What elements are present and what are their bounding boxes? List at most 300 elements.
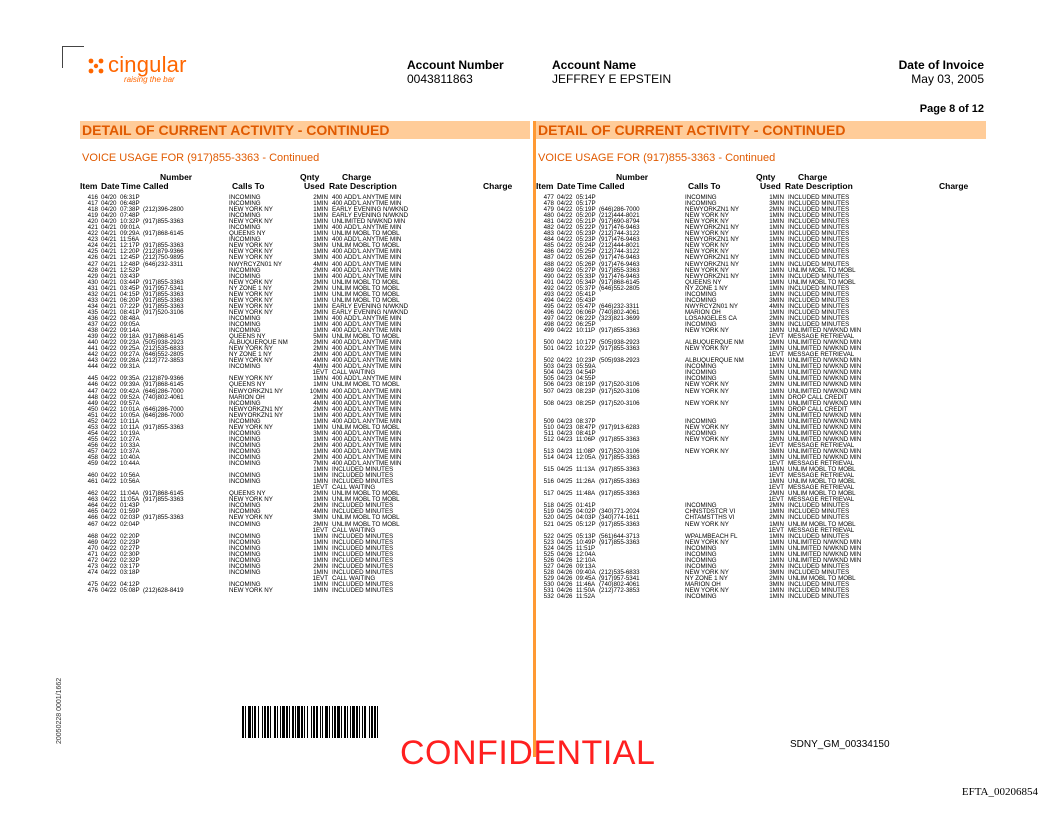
activity-column-left — [80, 121, 528, 757]
call-date: 04/22 — [101, 333, 117, 341]
calls-to: NEW YORK NY — [685, 266, 729, 274]
number-called: (323)821-3699 — [599, 314, 640, 322]
calls-to: NEWYORKZN1 NY — [685, 236, 739, 244]
call-time: 09:57A — [120, 399, 140, 407]
calls-to: NEW YORK NY — [685, 435, 729, 443]
call-time: 06:31P — [120, 194, 140, 201]
calls-to: NEW YORK NY — [229, 248, 273, 256]
call-time: 09:45A — [576, 574, 596, 582]
calls-to: NEW YORK NY — [685, 218, 729, 226]
call-time: 12:52P — [120, 266, 140, 274]
item-number: 475 — [87, 581, 98, 588]
call-date: 04/22 — [557, 272, 573, 280]
charge-description: UNLIM MOBL TO MOBL — [332, 242, 400, 250]
qty-used: 2MIN — [769, 381, 784, 389]
calls-to: INCOMING — [685, 562, 717, 570]
charge-description: 400 ADD'L ANYTME MIN — [332, 399, 402, 407]
call-time: 07:48P — [120, 212, 140, 220]
charge-description: UNLIM MOBL TO MOBL — [332, 230, 400, 238]
qty-used: 1MIN — [313, 302, 328, 310]
number-called: (917)868-6145 — [143, 490, 184, 498]
col-calls-to: Calls To — [688, 181, 721, 191]
call-date: 04/22 — [101, 581, 117, 588]
qty-used: 1EVT — [768, 460, 784, 468]
call-date: 04/21 — [101, 248, 117, 256]
call-date: 04/26 — [557, 568, 573, 576]
call-date: 04/22 — [101, 502, 117, 510]
call-time: 09:31A — [120, 363, 140, 371]
calls-to: NEW YORK NY — [685, 230, 729, 238]
number-called: (917)855-3363 — [599, 435, 640, 443]
call-date: 04/21 — [101, 230, 117, 238]
calls-to: NEW YORK NY — [685, 587, 729, 595]
number-called: (212)772-3853 — [143, 357, 184, 365]
qty-used: 1MIN — [769, 556, 784, 564]
call-time: 08:19P — [576, 381, 596, 389]
call-date: 04/22 — [101, 550, 117, 558]
calls-to: INCOMING — [229, 327, 261, 335]
number-called: (917)868-6145 — [143, 230, 184, 238]
charge-description: 400 ADD'L ANYTME MIN — [332, 320, 402, 328]
item-number: 528 — [543, 568, 554, 576]
qty-used: 1MIN — [313, 200, 328, 208]
qty-used: 1MIN — [313, 272, 328, 280]
qty-used: 2MIN — [313, 266, 328, 274]
item-number: 433 — [87, 296, 98, 304]
number-called: (505)938-2923 — [143, 339, 184, 347]
charge-description: 400 ADD'L ANYTME MIN — [332, 357, 402, 365]
call-date: 04/22 — [557, 194, 573, 201]
call-time: 03:44P — [120, 278, 140, 286]
number-called: (212)879-9366 — [143, 248, 184, 256]
call-date: 04/22 — [101, 399, 117, 407]
calls-to: NEW YORK NY — [685, 345, 729, 353]
call-date: 04/22 — [101, 417, 117, 425]
calls-to: INCOMING — [685, 429, 717, 437]
charge-description: 400 ADD'L ANYTME MIN — [332, 435, 402, 443]
calls-to: INCOMING — [685, 544, 717, 552]
calls-to: NEW YORK NY — [685, 447, 729, 455]
qty-used: 3MIN — [769, 423, 784, 431]
call-date: 04/22 — [101, 562, 117, 570]
item-number: 477 — [543, 194, 554, 201]
qty-used: 1EVT — [312, 369, 328, 377]
number-called: (212)444-8021 — [599, 212, 640, 220]
item-number: 432 — [87, 290, 98, 298]
confidential-stamp: CONFIDENTIAL — [400, 734, 656, 772]
call-date: 04/26 — [557, 550, 573, 558]
number-called: (646)552-2805 — [143, 351, 184, 359]
number-called: (212)750-9895 — [143, 254, 184, 262]
qty-used: 1MIN — [769, 260, 784, 268]
call-date: 04/23 — [557, 417, 573, 425]
calls-to: NEW YORK NY — [685, 568, 729, 576]
call-date: 04/22 — [557, 302, 573, 310]
call-date: 04/21 — [101, 296, 117, 304]
qty-used: 1MIN — [769, 308, 784, 316]
charge-description: MESSAGE RETRIEVAL — [788, 526, 855, 534]
charge-description: UNLIM MOBL TO MOBL — [788, 574, 856, 582]
number-called: (917)855-3363 — [599, 538, 640, 546]
charge-description: INCLUDED MINUTES — [332, 508, 394, 516]
number-called: (917)855-3363 — [599, 520, 640, 528]
call-time: 11:46A — [576, 581, 596, 588]
call-date: 04/22 — [101, 532, 117, 540]
item-number: 476 — [87, 587, 98, 595]
col-number-top: Number — [160, 172, 193, 182]
qty-used: 1MIN — [769, 254, 784, 262]
calls-to: NEW YORK NY — [229, 423, 273, 431]
call-date: 04/22 — [101, 435, 117, 443]
qty-used: 1MIN — [313, 236, 328, 244]
calls-to: LOSANGELES CA — [685, 314, 737, 322]
qty-used: 1MIN — [313, 447, 328, 455]
qty-used: 1MIN — [313, 381, 328, 389]
call-time: 02:03P — [120, 514, 140, 522]
call-date: 04/22 — [101, 472, 117, 480]
charge-description: UNLIM MOBL TO MOBL — [332, 381, 400, 389]
crop-mark — [62, 46, 63, 68]
number-called: (917)520-3106 — [599, 387, 640, 395]
calls-to: NEW YORK NY — [229, 375, 273, 383]
call-date: 04/22 — [101, 454, 117, 462]
qty-used: 1MIN — [769, 544, 784, 552]
calls-to: INCOMING — [229, 478, 261, 486]
charge-description: 400 ADD'L ANYTME MIN — [332, 260, 402, 268]
call-time: 09:28A — [120, 357, 140, 365]
call-date: 04/22 — [557, 345, 573, 353]
charge-description: 400 ADD'L ANYTME MIN — [332, 429, 402, 437]
call-time: 02:20P — [120, 532, 140, 540]
call-time: 10:23P — [576, 357, 596, 365]
call-time: 08:41P — [576, 429, 596, 437]
qty-used: 1MIN — [769, 532, 784, 540]
number-called: (917)855-3363 — [143, 423, 184, 431]
charge-description: INCLUDED MINUTES — [788, 587, 850, 595]
item-number: 505 — [543, 375, 554, 383]
call-time: 05:22P — [576, 224, 596, 232]
qty-used: 4MIN — [313, 260, 328, 268]
calls-to: INCOMING — [229, 556, 261, 564]
charge-description: INCLUDED MINUTES — [788, 260, 850, 268]
item-number: 511 — [544, 429, 554, 437]
item-number: 509 — [543, 417, 554, 425]
item-number: 462 — [87, 490, 98, 498]
call-date: 04/22 — [101, 327, 117, 335]
call-time: 11:08P — [576, 447, 596, 455]
item-number: 471 — [87, 550, 98, 558]
charge-description: 400 ADD'L ANYTME MIN — [332, 200, 402, 208]
calls-to: INCOMING — [229, 435, 261, 443]
calls-to: NEW YORK NY — [685, 520, 729, 528]
item-number: 513 — [543, 447, 554, 455]
charge-description: UNLIMITED N/WKND MIN — [788, 550, 862, 558]
qty-used: 1MIN — [769, 550, 784, 558]
call-date: 04/26 — [557, 581, 573, 588]
qty-used: 3MIN — [769, 200, 784, 208]
charge-description: INCLUDED MINUTES — [332, 502, 394, 510]
charge-description: INCLUDED MINUTES — [788, 314, 850, 322]
calls-to: INCOMING — [229, 314, 261, 322]
charge-description: INCLUDED MINUTES — [788, 284, 850, 292]
call-time: 02:04P — [120, 520, 140, 528]
qty-used: 1MIN — [769, 417, 784, 425]
call-date: 04/22 — [101, 320, 117, 328]
qty-used: 2MIN — [313, 339, 328, 347]
call-time: 08:23P — [576, 387, 596, 395]
charge-description: EARLY EVENING N/WKND — [332, 212, 409, 220]
call-time: 05:08P — [120, 587, 140, 595]
item-number: 532 — [543, 593, 554, 601]
charge-description: UNLIM MOBL TO MOBL — [332, 514, 400, 522]
qty-used: 1MIN — [313, 550, 328, 558]
voice-usage-title: VOICE USAGE FOR (917)855-3363 - Continued — [82, 152, 320, 164]
qty-used: 1MIN — [313, 375, 328, 383]
charge-description: INCLUDED MINUTES — [788, 296, 850, 304]
qty-used: 3MIN — [769, 568, 784, 576]
item-number: 485 — [543, 242, 554, 250]
efta-number: EFTA_00206854 — [961, 786, 1038, 798]
call-date: 04/22 — [101, 387, 117, 395]
call-date: 04/22 — [101, 339, 117, 347]
number-called: (917)855-3363 — [143, 278, 184, 286]
call-time: 11:13A — [576, 466, 596, 474]
col-charge-top: Charge — [798, 172, 828, 182]
number-called: (917)855-3363 — [599, 466, 640, 474]
call-date: 04/25 — [557, 520, 573, 528]
charge-description: INCLUDED MINUTES — [332, 478, 394, 486]
item-number: 507 — [543, 387, 554, 395]
item-number: 474 — [87, 568, 98, 576]
call-date: 04/23 — [557, 387, 573, 395]
number-called: (917)476-9463 — [599, 260, 640, 268]
item-number: 456 — [87, 441, 98, 449]
charge-description: INCLUDED MINUTES — [788, 532, 850, 540]
call-time: 10:33A — [120, 441, 140, 449]
calls-to: NEW YORK NY — [229, 496, 273, 504]
call-date: 04/21 — [101, 302, 117, 310]
charge-description: INCLUDED MINUTES — [788, 248, 850, 256]
calls-to: NY ZONE 1 NY — [685, 574, 728, 582]
item-number: 473 — [87, 562, 98, 570]
call-time: 10:22P — [576, 345, 596, 353]
call-date: 04/22 — [101, 508, 117, 516]
qty-used: 3MIN — [313, 254, 328, 262]
qty-used: 5MIN — [313, 333, 328, 341]
col-qnty-top: Qnty — [756, 172, 776, 182]
qty-used: 1MIN — [769, 478, 784, 486]
charge-description: INCLUDED MINUTES — [788, 236, 850, 244]
charge-description: UNLIM MOBL TO MOBL — [332, 284, 400, 292]
item-number: 455 — [87, 435, 98, 443]
charge-description: INCLUDED MINUTES — [332, 466, 394, 474]
call-time: 10:56A — [120, 472, 140, 480]
number-called: (917)476-9463 — [599, 254, 640, 262]
col-description: Description — [806, 181, 853, 191]
charge-description: INCLUDED MINUTES — [788, 568, 850, 576]
call-time: 05:25P — [576, 248, 596, 256]
call-time: 03:18P — [120, 568, 140, 576]
qty-used: 1MIN — [769, 587, 784, 595]
charge-description: UNLIMITED N/WKND MIN — [788, 369, 862, 377]
call-date: 04/22 — [101, 520, 117, 528]
charge-description: UNLIM MOBL TO MOBL — [332, 496, 400, 504]
col-calls-to: Calls To — [232, 181, 265, 191]
call-date: 04/22 — [101, 351, 117, 359]
call-date: 04/22 — [557, 206, 573, 214]
item-number: 465 — [87, 508, 98, 516]
qty-used: 3MIN — [769, 581, 784, 588]
qty-used: 1MIN — [313, 248, 328, 256]
qty-used: 1MIN — [769, 429, 784, 437]
call-date: 04/24 — [557, 454, 573, 462]
charge-description: EARLY EVENING N/WKND — [332, 206, 409, 214]
qty-used: 1MIN — [313, 218, 328, 226]
call-time: 07:38P — [120, 206, 140, 214]
call-date: 04/22 — [101, 375, 117, 383]
call-time: 12:05A — [576, 454, 596, 462]
call-date: 04/25 — [557, 544, 573, 552]
charge-description: CALL WAITING — [332, 526, 376, 534]
charge-description: EARLY EVENING N/WKND — [332, 308, 409, 316]
calls-to: INCOMING — [685, 375, 717, 383]
item-number: 434 — [87, 302, 98, 310]
call-date: 04/21 — [101, 284, 117, 292]
item-number: 516 — [543, 478, 554, 486]
call-date: 04/21 — [101, 254, 117, 262]
section-title: DETAIL OF CURRENT ACTIVITY - CONTINUED — [536, 121, 986, 139]
call-time: 11:26A — [576, 478, 596, 486]
col-used: Used — [304, 181, 325, 191]
qty-used: 4MIN — [313, 508, 328, 516]
call-date: 04/22 — [101, 429, 117, 437]
call-time: 09:29A — [120, 230, 140, 238]
call-time: 01:43P — [120, 502, 140, 510]
calls-to: INCOMING — [229, 429, 261, 437]
call-time: 05:21P — [576, 218, 596, 226]
call-date: 04/21 — [101, 242, 117, 250]
charge-description: INCLUDED MINUTES — [788, 290, 850, 298]
call-date: 04/25 — [557, 478, 573, 486]
qty-used: 1MIN — [769, 236, 784, 244]
call-date: 04/25 — [557, 532, 573, 540]
number-called: (917)855-3363 — [143, 290, 184, 298]
call-time: 10:49P — [576, 538, 596, 546]
call-time: 03:43P — [120, 272, 140, 280]
number-called: (917)476-9463 — [599, 236, 640, 244]
charge-description: 400 ADD'L ANYTME MIN — [332, 393, 402, 401]
qty-used: 2MIN — [313, 284, 328, 292]
item-number: 463 — [87, 496, 98, 504]
number-called: (646)286-7000 — [143, 411, 184, 419]
item-number: 454 — [87, 429, 98, 437]
item-number: 430 — [87, 278, 98, 286]
calls-to: INCOMING — [229, 538, 261, 546]
table-row — [536, 594, 984, 600]
qty-used: 2MIN — [769, 206, 784, 214]
charge-description: 400 ADD'L ANYTME MIN — [332, 405, 402, 413]
col-charge: Charge — [483, 181, 513, 191]
calls-to: NEW YORK NY — [229, 254, 273, 262]
item-number: 452 — [87, 417, 98, 425]
invoice-date-label: Date of Invoice — [898, 58, 984, 72]
charge-description: UNLIMITED N/WKND MIN — [332, 218, 406, 226]
charge-description: INCLUDED MINUTES — [332, 538, 394, 546]
charge-description: UNLIMITED N/WKND MIN — [788, 429, 862, 437]
call-date: 04/20 — [101, 206, 117, 214]
qty-used: 1EVT — [768, 526, 784, 534]
number-called: (917)520-3106 — [143, 308, 184, 316]
col-rate: Rate — [785, 181, 804, 191]
charge-description: INCLUDED MINUTES — [788, 224, 850, 232]
call-time: 10:11A — [120, 423, 140, 431]
call-time: 05:34P — [576, 278, 596, 286]
item-number: 481 — [543, 218, 554, 226]
calls-to: MARION OH — [229, 393, 265, 401]
call-time: 01:59P — [120, 508, 140, 516]
charge-description: INCLUDED MINUTES — [788, 562, 850, 570]
qty-used: 3MIN — [769, 320, 784, 328]
call-time: 08:25P — [576, 399, 596, 407]
call-time: 05:23P — [576, 236, 596, 244]
qty-used: 1MIN — [769, 357, 784, 365]
call-date: 04/22 — [557, 248, 573, 256]
calls-to: NEW YORK NY — [229, 514, 273, 522]
item-number: 526 — [543, 556, 554, 564]
calls-to: INCOMING — [229, 502, 261, 510]
qty-used: 1EVT — [768, 484, 784, 492]
call-date: 04/22 — [101, 363, 117, 371]
charge-description: INCLUDED MINUTES — [332, 532, 394, 540]
call-date: 04/26 — [557, 556, 573, 564]
qty-used: 1MIN — [769, 363, 784, 371]
number-called: (917)913-6283 — [599, 423, 640, 431]
calls-to: INCOMING — [685, 290, 717, 298]
calls-to: WPALMBEACH FL — [685, 532, 738, 540]
calls-to: INCOMING — [685, 593, 717, 601]
number-called: (917)855-3363 — [143, 496, 184, 504]
charge-description: 400 ADD'L ANYTME MIN — [332, 314, 402, 322]
item-number: 451 — [87, 411, 98, 419]
item-number: 494 — [543, 296, 554, 304]
call-date: 04/21 — [101, 272, 117, 280]
call-date: 04/21 — [101, 260, 117, 268]
item-number: 495 — [543, 302, 554, 310]
call-date: 04/22 — [557, 308, 573, 316]
charge-description: 400 ADD'L ANYTME MIN — [332, 236, 402, 244]
charge-description: CALL WAITING — [332, 369, 376, 377]
item-number: 442 — [87, 351, 98, 359]
call-date: 04/22 — [101, 423, 117, 431]
item-number: 486 — [543, 248, 554, 256]
call-date: 04/22 — [557, 242, 573, 250]
call-time: 02:27P — [120, 544, 140, 552]
qty-used: 2MIN — [313, 520, 328, 528]
item-number: 446 — [87, 381, 98, 389]
number-called: (646)552-2805 — [599, 284, 640, 292]
qty-used: 3MIN — [313, 429, 328, 437]
calls-to: NEWYORKZN1 NY — [229, 405, 283, 413]
qty-used: 2MIN — [769, 339, 784, 347]
qty-used: 2MIN — [769, 411, 784, 419]
number-called: (917)855-3363 — [599, 345, 640, 353]
charge-description: INCLUDED MINUTES — [788, 242, 850, 250]
call-time: 10:01A — [120, 405, 140, 413]
number-called: (505)938-2923 — [599, 339, 640, 347]
item-number: 525 — [543, 550, 554, 558]
call-time: 05:19P — [576, 206, 596, 214]
item-number: 436 — [87, 314, 98, 322]
